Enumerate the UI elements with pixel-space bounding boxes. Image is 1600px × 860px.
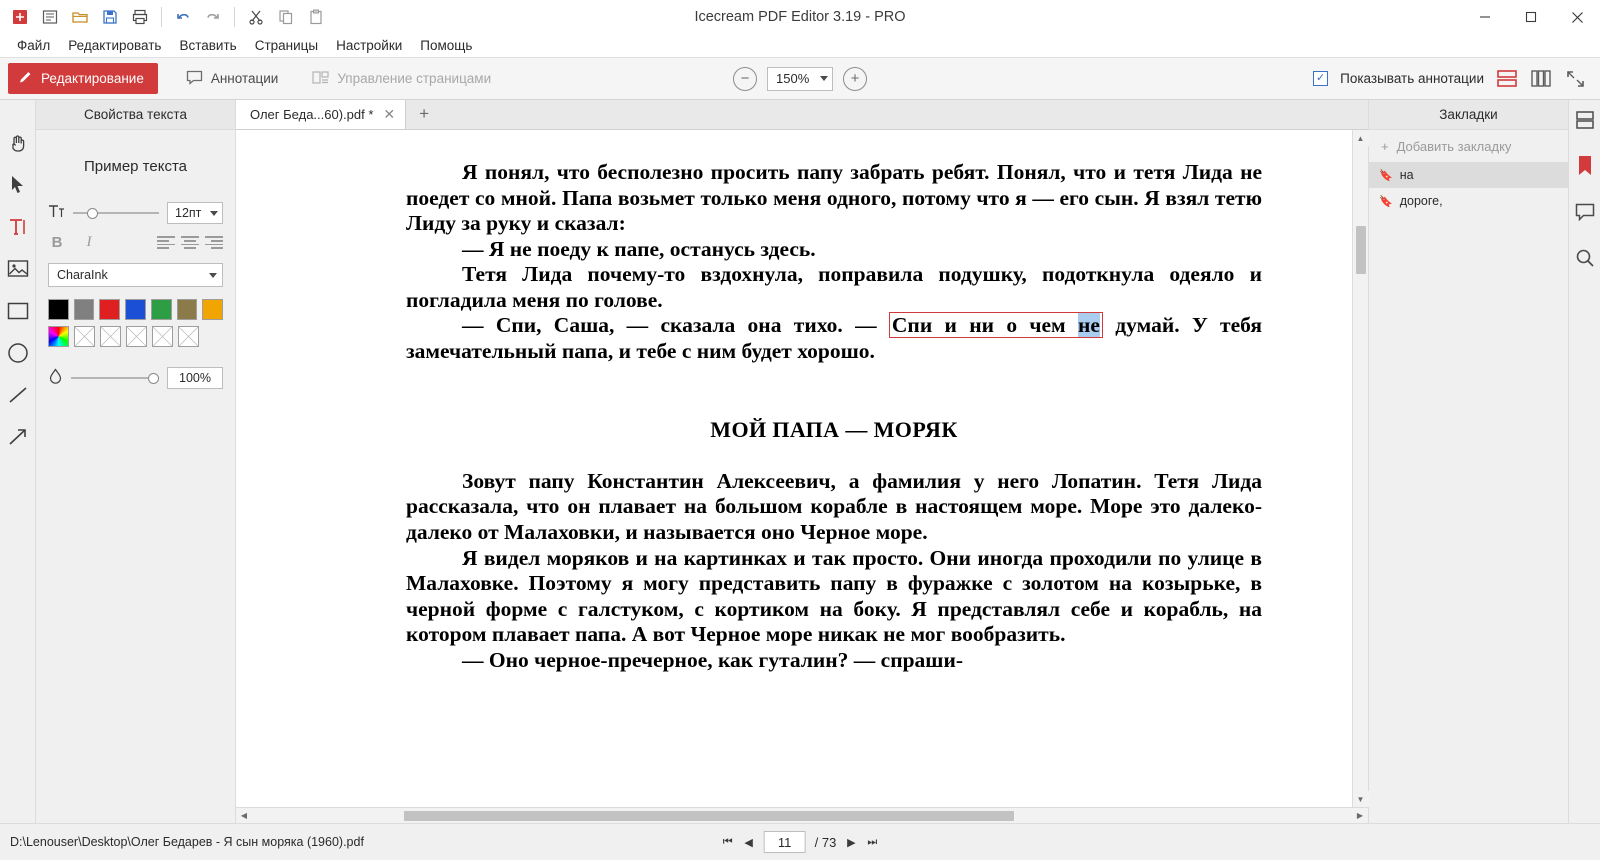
bookmark-item[interactable] — [1369, 188, 1568, 214]
mode-editing-label: Редактирование — [41, 71, 144, 86]
font-size-value: 12пт — [175, 206, 202, 220]
menu-edit[interactable]: Редактировать — [68, 38, 162, 53]
text-properties-panel — [36, 100, 236, 823]
add-bookmark-label: Добавить закладку — [1396, 138, 1512, 154]
next-page-button[interactable]: ▶ — [847, 836, 856, 849]
paragraph: Зовут папу Константин Алексеевич, а фамилия у него Лопатин. Тетя Лида рассказала, что он плавает на большом корабле в настоящем море. Море это далеко-далеко от Малаховки, и называется оно Черное море. — [406, 468, 1262, 544]
pdf-page[interactable] — [236, 130, 1352, 673]
arrow-tool-icon[interactable] — [5, 424, 31, 450]
toolbar-right-group — [1313, 69, 1600, 89]
font-size-field[interactable] — [167, 202, 223, 224]
text-sample-preview: Пример текста — [84, 157, 187, 175]
undo-icon[interactable] — [169, 4, 197, 30]
color-swatch-orange[interactable] — [202, 299, 223, 320]
copy-icon[interactable] — [272, 4, 300, 30]
color-swatch-brown[interactable] — [177, 299, 198, 320]
quick-access-toolbar — [0, 4, 330, 30]
add-bookmark-button[interactable] — [1369, 130, 1568, 162]
mode-pages-label: Управление страницами — [337, 71, 492, 86]
pages-icon — [312, 70, 329, 88]
alignment-group — [157, 236, 223, 250]
chevron-down-icon — [209, 273, 217, 278]
maximize-button[interactable] — [1508, 0, 1554, 34]
color-slot-1[interactable] — [74, 326, 95, 347]
rectangle-tool-icon[interactable] — [5, 298, 31, 324]
page-number-input[interactable] — [764, 831, 806, 853]
page-navigation — [722, 831, 879, 853]
layout-two-rows-icon[interactable] — [1496, 69, 1518, 89]
color-slot-3[interactable] — [126, 326, 147, 347]
page-scroll-region[interactable] — [236, 130, 1352, 807]
line-tool-icon[interactable] — [5, 382, 31, 408]
bookmarks-panel — [1368, 100, 1568, 823]
color-swatch-gray[interactable] — [74, 299, 95, 320]
color-picker-button[interactable] — [48, 326, 69, 347]
editing-tools-strip — [0, 100, 36, 823]
document-tab-label: Олег Беда...60).pdf * — [250, 106, 374, 122]
zoom-level-select[interactable] — [767, 67, 833, 91]
font-style-row — [36, 234, 235, 251]
paragraph: Тетя Лида почему-то вздохнула, поправила подушку, подоткнула одеяло и погладила меня по голове. — [406, 262, 1262, 312]
image-tool-icon[interactable] — [5, 256, 31, 282]
chevron-down-icon — [820, 76, 828, 81]
file-path-label: D:\Lenouser\Desktop\Олег Бедарев - Я сын моряка (1960).pdf — [10, 835, 364, 849]
right-sidebar-rail — [1568, 100, 1600, 823]
pencil-icon — [18, 70, 33, 88]
main-body — [0, 100, 1600, 823]
window-controls — [1462, 0, 1600, 34]
document-area — [236, 100, 1368, 823]
zoom-controls — [733, 67, 867, 91]
page-number-value: 11 — [777, 834, 792, 850]
scroll-up-icon[interactable]: ▲ — [1353, 130, 1369, 146]
align-right-button[interactable] — [205, 236, 223, 250]
mode-editing-button[interactable] — [8, 63, 158, 94]
ellipse-tool-icon[interactable] — [5, 340, 31, 366]
bookmarks-title: Закладки — [1369, 100, 1568, 130]
bookmark-icon: 🔖 — [1379, 169, 1393, 182]
menu-bar — [0, 34, 1600, 57]
color-slot-4[interactable] — [152, 326, 173, 347]
font-size-slider[interactable] — [73, 205, 159, 221]
color-swatch-green[interactable] — [151, 299, 172, 320]
show-annotations-label: Показывать аннотации — [1340, 71, 1484, 86]
color-row-custom — [48, 326, 223, 347]
document-tabstrip — [236, 100, 1368, 130]
redo-icon[interactable] — [199, 4, 227, 30]
paste-icon[interactable] — [302, 4, 330, 30]
bookmark-item[interactable] — [1369, 162, 1568, 188]
color-slot-2[interactable] — [100, 326, 121, 347]
opacity-row — [36, 367, 235, 389]
color-slot-5[interactable] — [178, 326, 199, 347]
search-icon[interactable] — [1573, 246, 1597, 270]
paragraph: Я понял, что бесполезно просить папу забрать ребят. Понял, что и тетя Лида не поедет со мной. Папа возьмет только меня одного, потому что я — его сын. Я взял тетю Лиду за руку и сказал: — [406, 160, 1262, 236]
close-button[interactable] — [1554, 0, 1600, 34]
add-tab-button[interactable]: + — [419, 104, 430, 123]
open-folder-icon[interactable] — [66, 4, 94, 30]
save-icon[interactable] — [96, 4, 124, 30]
print-icon[interactable] — [126, 4, 154, 30]
window-title: Icecream PDF Editor 3.19 - PRO — [694, 9, 906, 25]
font-family-select[interactable] — [48, 263, 223, 287]
page-text-block — [406, 160, 1262, 673]
mode-pages-button[interactable] — [302, 63, 505, 94]
scroll-right-icon[interactable]: ▶ — [1356, 811, 1364, 820]
toolbar-separator-2 — [234, 7, 235, 27]
menu-settings[interactable]: Настройки — [336, 38, 403, 53]
last-page-button[interactable]: ⏭ — [867, 835, 878, 848]
previous-page-button[interactable]: ◀ — [744, 836, 753, 849]
zoom-in-button[interactable]: + — [843, 67, 867, 91]
layout-grid-icon[interactable] — [1530, 69, 1552, 89]
opacity-value: 100% — [179, 371, 211, 385]
document-tab[interactable] — [236, 99, 406, 129]
annotation-textbox[interactable] — [889, 312, 1103, 338]
annotation-text: Спи и ни о чем — [891, 313, 1079, 338]
bookmark-icon: 🔖 — [1379, 195, 1393, 208]
show-annotations-checkbox[interactable]: ✓ — [1313, 71, 1328, 86]
mode-annotations-label: Аннотации — [210, 71, 279, 86]
annotated-prefix: — Спи, Саша, — сказала она тихо. — — [462, 313, 889, 338]
text-tool-icon[interactable] — [5, 214, 31, 240]
new-document-icon[interactable] — [6, 4, 34, 30]
select-tool-icon[interactable] — [5, 172, 31, 198]
first-page-button[interactable]: ⏮ — [722, 835, 733, 848]
annotated-paragraph — [406, 313, 1262, 364]
chevron-down-icon — [210, 211, 218, 216]
comments-icon[interactable] — [1573, 200, 1597, 224]
page-viewport — [236, 130, 1368, 807]
font-size-icon — [48, 203, 65, 223]
page-thumbnails-icon[interactable] — [1573, 108, 1597, 132]
paragraph: — Я не поеду к папе, останусь здесь. — [462, 236, 816, 261]
open-recent-icon[interactable] — [36, 4, 64, 30]
total-pages-label: / 73 — [814, 834, 837, 850]
annotated-suffix: думай. У тебя замечательный папа, и тебе с ним будет хорошо. — [406, 313, 1262, 364]
horizontal-scroll-thumb[interactable] — [404, 811, 1014, 821]
opacity-field[interactable] — [167, 367, 223, 389]
fullscreen-icon[interactable] — [1564, 69, 1586, 89]
highlighted-text[interactable]: не — [1078, 313, 1100, 338]
toolbar-separator-1 — [161, 7, 162, 27]
scroll-left-icon[interactable]: ◀ — [240, 811, 248, 820]
vertical-scrollbar[interactable] — [1352, 130, 1368, 807]
mode-annotations-button[interactable] — [176, 63, 292, 94]
title-bar — [0, 0, 1600, 34]
minimize-button[interactable] — [1462, 0, 1508, 34]
paragraph: — Оно черное-пречерное, как гуталин? — спраши- — [462, 647, 964, 672]
comment-icon — [186, 70, 203, 88]
opacity-icon — [48, 368, 63, 389]
bookmark-label: дороге, — [1399, 194, 1443, 208]
align-left-button[interactable] — [157, 236, 175, 250]
menu-insert[interactable]: Вставить — [179, 38, 237, 53]
color-swatch-red[interactable] — [99, 299, 120, 320]
font-size-row — [36, 202, 235, 224]
menu-pages[interactable]: Страницы — [254, 38, 319, 53]
bold-button[interactable]: B — [51, 234, 63, 251]
zoom-level-value: 150% — [776, 71, 810, 86]
color-swatch-black[interactable] — [48, 299, 69, 320]
horizontal-scrollbar[interactable] — [236, 807, 1368, 823]
vertical-scroll-thumb[interactable] — [1356, 226, 1366, 274]
chapter-heading: МОЙ ПАПА — МОРЯК — [710, 416, 958, 442]
color-swatches — [36, 299, 235, 347]
bookmarks-icon[interactable] — [1573, 154, 1597, 178]
italic-button[interactable]: I — [86, 234, 92, 250]
paragraph: Я видел моряков и на картинках и так просто. Они иногда проходили по улице в Малаховке. Поэтому я могу представить папу в фуражке с золотом на козырьке, в черной форме с галстуком, с кортиком на боку. Я представлял себе и корабль, на котором плавает папа. А вот Черное море никак не мог вообразить. — [406, 545, 1262, 647]
plus-icon: + — [1381, 138, 1389, 154]
font-family-value: CharaInk — [57, 268, 108, 282]
close-icon[interactable]: ✕ — [383, 106, 396, 122]
cut-icon[interactable] — [242, 4, 270, 30]
hand-tool-icon[interactable] — [5, 130, 31, 156]
opacity-slider[interactable] — [71, 370, 159, 386]
text-properties-title: Свойства текста — [36, 100, 235, 130]
align-center-button[interactable] — [181, 236, 199, 250]
scroll-down-icon[interactable]: ▼ — [1353, 791, 1369, 807]
color-row-primary — [48, 299, 223, 320]
color-swatch-blue[interactable] — [125, 299, 146, 320]
zoom-out-button[interactable]: − — [733, 67, 757, 91]
main-toolbar — [0, 57, 1600, 100]
menu-help[interactable]: Помощь — [420, 38, 473, 53]
status-bar — [0, 823, 1600, 860]
bookmark-label: на — [1399, 168, 1414, 182]
menu-file[interactable]: Файл — [17, 38, 51, 53]
